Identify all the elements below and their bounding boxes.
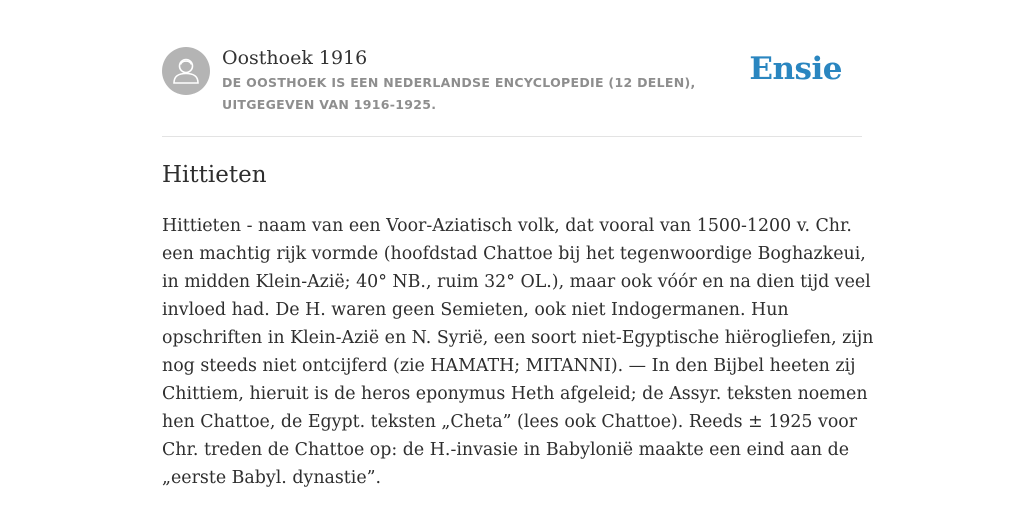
source-header [162,44,862,137]
article-body-line: nog steeds niet ontcijferd (zie HAMATH; MITANNI). — In den Bijbel heeten zij [162,356,856,376]
ensie-logo[interactable]: Ensie [749,51,842,87]
article-body-line: opschriften in Klein-Azië en N. Syrië, een soort niet-Egyptische hiërogliefen, zijn [162,328,874,348]
article-body-line: Hittieten - naam van een Voor-Aziatisch volk, dat vooral van 1500-1200 v. Chr. [162,216,852,236]
article-body-line: in midden Klein-Azië; 40° NB., ruim 32° OL.), maar ook vóór en na dien tijd veel [162,272,871,292]
article-body-line: Chittiem, hieruit is de heros eponymus Heth afgeleid; de Assyr. teksten noemen [162,384,868,404]
article-body-line: „eerste Babyl. dynastie”. [162,468,382,488]
article-body-line: Chr. treden de Chattoe op: de H.-invasie in Babylonië maakte een eind aan de [162,440,850,460]
user-avatar-icon [162,47,210,95]
article-body-line: invloed had. De H. waren geen Semieten, ook niet Indogermanen. Hun [162,300,789,320]
article-body [162,212,874,492]
article-body-line: hen Chattoe, de Egypt. teksten „Cheta” (lees ook Chattoe). Reeds ± 1925 voor [162,412,858,432]
source-description: DE OOSTHOEK IS EEN NEDERLANDSE ENCYCLOPEDIE (12 DELEN), UITGEGEVEN VAN 1916-1925. [222,75,696,112]
source-title[interactable]: Oosthoek 1916 [222,47,368,69]
article-title: Hittieten [162,162,267,188]
article-body-line: een machtig rijk vormde (hoofdstad Chattoe bij het tegenwoordige Boghazkeui, [162,244,866,264]
